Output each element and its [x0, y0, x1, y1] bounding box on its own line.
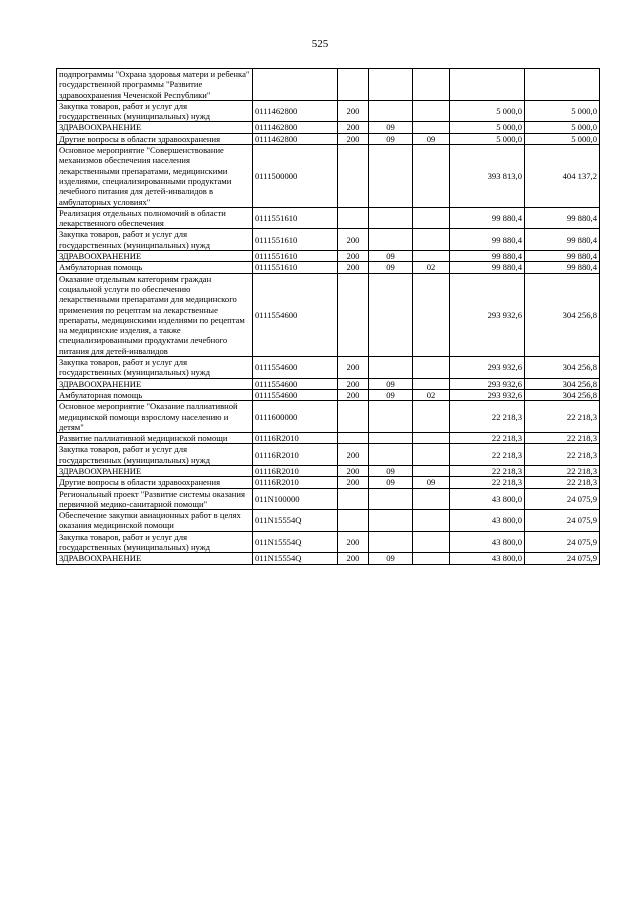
subsection-code-cell: 02	[413, 389, 450, 400]
expense-name-cell: Оказание отдельным категориям граждан социальной услуги по обеспечению лекарственными препаратами для медицинского применения по рецептам на лекарственные препараты, медицинскими изделиями по рецептам на медицинские изделия, а также специализированными продуктами лечебного питания для детей-инвалидов	[57, 273, 253, 356]
amount-year-2-cell: 24 075,9	[525, 510, 600, 532]
amount-year-2-cell: 5 000,0	[525, 100, 600, 122]
section-code-cell	[369, 531, 413, 553]
amount-year-2-cell: 5 000,0	[525, 133, 600, 144]
subsection-code-cell	[413, 69, 450, 101]
expense-type-cell: 200	[338, 100, 369, 122]
amount-year-1-cell: 22 218,3	[450, 465, 525, 476]
table-row	[57, 433, 600, 444]
table-row	[57, 251, 600, 262]
target-article-code-cell: 01116R2010	[253, 465, 338, 476]
section-code-cell	[369, 444, 413, 466]
target-article-code-cell: 0111551610	[253, 207, 338, 229]
subsection-code-cell	[413, 229, 450, 251]
table-body	[57, 69, 600, 565]
expense-type-cell: 200	[338, 357, 369, 379]
table-row	[57, 357, 600, 379]
amount-year-2-cell: 99 880,4	[525, 229, 600, 251]
expense-type-cell: 200	[338, 531, 369, 553]
expense-type-cell	[338, 401, 369, 433]
amount-year-2-cell: 304 256,8	[525, 357, 600, 379]
target-article-code-cell: 011N15554Q	[253, 510, 338, 532]
subsection-code-cell	[413, 531, 450, 553]
table-row	[57, 465, 600, 476]
target-article-code-cell: 0111554600	[253, 357, 338, 379]
expense-type-cell: 200	[338, 378, 369, 389]
expense-type-cell: 200	[338, 389, 369, 400]
amount-year-1-cell: 393 813,0	[450, 145, 525, 208]
table-row	[57, 122, 600, 133]
expense-name-cell: Закупка товаров, работ и услуг для государственных (муниципальных) нужд	[57, 531, 253, 553]
target-article-code-cell: 0111600000	[253, 401, 338, 433]
expense-name-cell: Амбулаторная помощь	[57, 389, 253, 400]
amount-year-2-cell: 99 880,4	[525, 207, 600, 229]
amount-year-1-cell: 5 000,0	[450, 122, 525, 133]
table-row	[57, 477, 600, 488]
target-article-code-cell: 0111462800	[253, 122, 338, 133]
subsection-code-cell	[413, 273, 450, 356]
amount-year-2-cell: 5 000,0	[525, 122, 600, 133]
table-row	[57, 100, 600, 122]
amount-year-2-cell: 22 218,3	[525, 433, 600, 444]
amount-year-2-cell: 22 218,3	[525, 477, 600, 488]
amount-year-1-cell: 5 000,0	[450, 133, 525, 144]
expense-name-cell: Амбулаторная помощь	[57, 262, 253, 273]
expense-name-cell: Основное мероприятие "Совершенствование механизмов обеспечения населения лекарственными препаратами, медицинскими изделиями, специализированными продуктами лечебного питания для детей-инвалидов в амбулаторных условиях"	[57, 145, 253, 208]
subsection-code-cell: 09	[413, 133, 450, 144]
table-row	[57, 69, 600, 101]
expense-type-cell	[338, 69, 369, 101]
subsection-code-cell	[413, 553, 450, 564]
expense-type-cell	[338, 433, 369, 444]
table-row	[57, 378, 600, 389]
table-row	[57, 207, 600, 229]
amount-year-2-cell: 24 075,9	[525, 553, 600, 564]
section-code-cell	[369, 357, 413, 379]
amount-year-1-cell: 43 800,0	[450, 488, 525, 510]
target-article-code-cell: 0111551610	[253, 229, 338, 251]
subsection-code-cell	[413, 465, 450, 476]
amount-year-2-cell: 304 256,8	[525, 389, 600, 400]
expense-name-cell: ЗДРАВООХРАНЕНИЕ	[57, 251, 253, 262]
target-article-code-cell: 0111462800	[253, 100, 338, 122]
amount-year-1-cell: 293 932,6	[450, 389, 525, 400]
expense-name-cell: ЗДРАВООХРАНЕНИЕ	[57, 378, 253, 389]
section-code-cell: 09	[369, 389, 413, 400]
subsection-code-cell	[413, 207, 450, 229]
section-code-cell	[369, 100, 413, 122]
subsection-code-cell	[413, 510, 450, 532]
expense-name-cell: Основное мероприятие "Оказание паллиативной медицинской помощи взрослому населению и детям"	[57, 401, 253, 433]
expense-type-cell	[338, 145, 369, 208]
expense-type-cell: 200	[338, 262, 369, 273]
expense-name-cell: Закупка товаров, работ и услуг для государственных (муниципальных) нужд	[57, 357, 253, 379]
target-article-code-cell: 011N100000	[253, 488, 338, 510]
expense-name-cell: Обеспечение закупки авиационных работ в целях оказания медицинской помощи	[57, 510, 253, 532]
target-article-code-cell: 0111551610	[253, 251, 338, 262]
target-article-code-cell: 0111554600	[253, 273, 338, 356]
section-code-cell	[369, 510, 413, 532]
target-article-code-cell: 0111462800	[253, 133, 338, 144]
table-row	[57, 488, 600, 510]
expense-type-cell	[338, 488, 369, 510]
table-row	[57, 510, 600, 532]
target-article-code-cell: 01116R2010	[253, 444, 338, 466]
expense-name-cell: подпрограммы "Охрана здоровья матери и ребенка" государственной программы "Развитие здравоохранения Чеченской Республики"	[57, 69, 253, 101]
amount-year-1-cell: 5 000,0	[450, 100, 525, 122]
expense-name-cell: Другие вопросы в области здравоохранения	[57, 477, 253, 488]
amount-year-1-cell: 22 218,3	[450, 477, 525, 488]
section-code-cell	[369, 401, 413, 433]
table-row	[57, 133, 600, 144]
page-number: 525	[311, 38, 329, 50]
expense-name-cell: Развитие паллиативной медицинской помощи	[57, 433, 253, 444]
section-code-cell: 09	[369, 262, 413, 273]
amount-year-1-cell: 22 218,3	[450, 444, 525, 466]
section-code-cell	[369, 488, 413, 510]
expense-name-cell: Другие вопросы в области здравоохранения	[57, 133, 253, 144]
section-code-cell	[369, 229, 413, 251]
subsection-code-cell	[413, 145, 450, 208]
table-row	[57, 145, 600, 208]
table-row	[57, 273, 600, 356]
amount-year-1-cell: 43 800,0	[450, 510, 525, 532]
subsection-code-cell: 02	[413, 262, 450, 273]
table-row	[57, 553, 600, 564]
subsection-code-cell	[413, 100, 450, 122]
amount-year-2-cell: 99 880,4	[525, 262, 600, 273]
target-article-code-cell: 0111551610	[253, 262, 338, 273]
expense-name-cell: ЗДРАВООХРАНЕНИЕ	[57, 553, 253, 564]
section-code-cell	[369, 273, 413, 356]
amount-year-1-cell: 43 800,0	[450, 553, 525, 564]
target-article-code-cell: 0111554600	[253, 389, 338, 400]
section-code-cell: 09	[369, 122, 413, 133]
expense-type-cell	[338, 207, 369, 229]
expense-type-cell: 200	[338, 122, 369, 133]
amount-year-1-cell: 99 880,4	[450, 207, 525, 229]
target-article-code-cell: 011N15554Q	[253, 531, 338, 553]
amount-year-1-cell: 99 880,4	[450, 251, 525, 262]
table-row	[57, 401, 600, 433]
amount-year-1-cell	[450, 69, 525, 101]
subsection-code-cell	[413, 251, 450, 262]
amount-year-2-cell: 22 218,3	[525, 465, 600, 476]
amount-year-1-cell: 22 218,3	[450, 401, 525, 433]
target-article-code-cell: 01116R2010	[253, 477, 338, 488]
section-code-cell: 09	[369, 133, 413, 144]
expense-type-cell	[338, 273, 369, 356]
amount-year-1-cell: 293 932,6	[450, 357, 525, 379]
section-code-cell	[369, 145, 413, 208]
table-row	[57, 444, 600, 466]
expense-type-cell: 200	[338, 229, 369, 251]
expense-name-cell: Закупка товаров, работ и услуг для государственных (муниципальных) нужд	[57, 444, 253, 466]
amount-year-2-cell: 22 218,3	[525, 444, 600, 466]
amount-year-2-cell: 22 218,3	[525, 401, 600, 433]
budget-table	[56, 68, 600, 565]
expense-name-cell: Закупка товаров, работ и услуг для государственных (муниципальных) нужд	[57, 229, 253, 251]
expense-type-cell: 200	[338, 251, 369, 262]
target-article-code-cell: 0111554600	[253, 378, 338, 389]
section-code-cell: 09	[369, 465, 413, 476]
expense-type-cell: 200	[338, 465, 369, 476]
target-article-code-cell: 01116R2010	[253, 433, 338, 444]
expense-type-cell: 200	[338, 553, 369, 564]
subsection-code-cell	[413, 357, 450, 379]
section-code-cell	[369, 433, 413, 444]
amount-year-2-cell: 24 075,9	[525, 531, 600, 553]
amount-year-2-cell: 304 256,8	[525, 273, 600, 356]
amount-year-1-cell: 99 880,4	[450, 229, 525, 251]
section-code-cell: 09	[369, 477, 413, 488]
table-row	[57, 262, 600, 273]
expense-name-cell: Региональный проект "Развитие системы оказания первичной медико-санитарной помощи"	[57, 488, 253, 510]
table-row	[57, 531, 600, 553]
expense-name-cell: ЗДРАВООХРАНЕНИЕ	[57, 122, 253, 133]
subsection-code-cell	[413, 433, 450, 444]
expense-name-cell: Закупка товаров, работ и услуг для государственных (муниципальных) нужд	[57, 100, 253, 122]
subsection-code-cell	[413, 401, 450, 433]
section-code-cell: 09	[369, 378, 413, 389]
subsection-code-cell	[413, 444, 450, 466]
amount-year-2-cell: 99 880,4	[525, 251, 600, 262]
target-article-code-cell: 0111500000	[253, 145, 338, 208]
section-code-cell	[369, 207, 413, 229]
section-code-cell: 09	[369, 553, 413, 564]
expense-type-cell: 200	[338, 444, 369, 466]
target-article-code-cell: 011N15554Q	[253, 553, 338, 564]
amount-year-1-cell: 99 880,4	[450, 262, 525, 273]
section-code-cell	[369, 69, 413, 101]
amount-year-1-cell: 43 800,0	[450, 531, 525, 553]
amount-year-2-cell: 24 075,9	[525, 488, 600, 510]
amount-year-1-cell: 293 932,6	[450, 273, 525, 356]
subsection-code-cell	[413, 488, 450, 510]
expense-name-cell: ЗДРАВООХРАНЕНИЕ	[57, 465, 253, 476]
target-article-code-cell	[253, 69, 338, 101]
subsection-code-cell	[413, 122, 450, 133]
subsection-code-cell	[413, 378, 450, 389]
amount-year-2-cell	[525, 69, 600, 101]
expense-type-cell: 200	[338, 133, 369, 144]
subsection-code-cell: 09	[413, 477, 450, 488]
table-row	[57, 229, 600, 251]
amount-year-2-cell: 304 256,8	[525, 378, 600, 389]
expense-name-cell: Реализация отдельных полномочий в области лекарственного обеспечения	[57, 207, 253, 229]
table-row	[57, 389, 600, 400]
amount-year-2-cell: 404 137,2	[525, 145, 600, 208]
expense-type-cell: 200	[338, 477, 369, 488]
section-code-cell: 09	[369, 251, 413, 262]
amount-year-1-cell: 293 932,6	[450, 378, 525, 389]
amount-year-1-cell: 22 218,3	[450, 433, 525, 444]
expense-type-cell	[338, 510, 369, 532]
